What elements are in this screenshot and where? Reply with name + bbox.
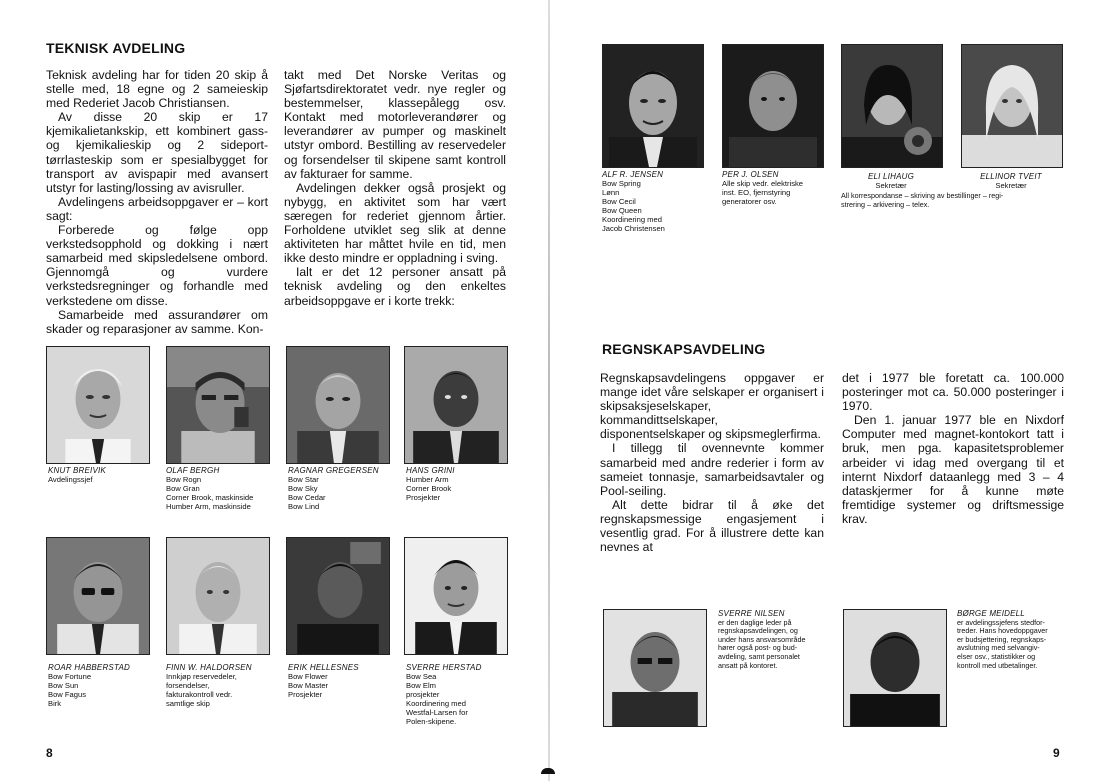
staff-role: Bow Gran [166,484,200,493]
page-fold [548,0,550,781]
portrait-photo [166,537,270,655]
paragraph: Avdelingen dekker også prosjekt og nybygg, en aktivitet som har vært særegen for rederiet gjennom årtier. Forholdene utviklet seg slik at denne aktiviteten har måttet hvile en tid, men ikke desto mindre er oppladning i sving. [284,180,506,266]
portrait-photo [602,44,704,168]
staff-role: Bow Cecil [602,197,636,206]
staff-name: PER J. OLSEN [722,170,779,179]
staff-caption [718,610,830,670]
staff-role: under hans ansvarsområde [718,634,806,644]
portrait-photo [286,346,390,464]
staff-name: SVERRE HERSTAD [406,663,482,672]
staff-role: inst. EO, fjernstyring [722,188,791,197]
staff-name: ALF R. JENSEN [602,170,664,179]
staff-role: Jacob Christensen [602,224,665,233]
staff-caption [961,172,1061,190]
staff-caption [841,172,941,190]
binding-mark [541,768,555,774]
staff-caption [288,663,400,699]
staff-role: Polen-skipene. [406,717,457,726]
paragraph: Regnskapsavdelingens oppgaver er mange idet våre selskaper er organisert i skipsaksjeselskaper, kommandittselskaper, disponentselskaper og skipsmeglerfirma. [600,371,824,442]
staff-role: hører også post- og bud- [718,643,798,653]
note-line: All korrespondanse – skriving av bestillinger – regi- [841,191,1004,200]
staff-name: HANS GRINI [406,466,455,475]
staff-caption [166,663,278,708]
staff-role: Corner Brook, maskinside [166,493,254,502]
staff-caption [288,466,400,511]
staff-role: samtlige skip [166,699,210,708]
staff-name: ERIK HELLESNES [288,663,359,672]
staff-role: Bow Elm [406,681,436,690]
staff-role: Humber Arm [406,475,449,484]
staff-role: Prosjekter [406,493,441,502]
staff-caption [602,170,718,233]
staff-role: Sekretær [875,181,907,190]
staff-role: ansatt på kontoret. [718,660,778,670]
regnskap-heading: REGNSKAPSAVDELING [602,341,766,357]
staff-name: FINN W. HALDORSEN [166,663,252,672]
staff-role: Bow Queen [602,206,642,215]
paragraph: Forberede og følge opp verkstedsopphold og dokking i nært samarbeid med skipsledelsene ombord. Gjennomgå og vurdere verkstedsregninger og forhandle med verkstedene om disse. [46,223,268,308]
staff-role: Prosjekter [288,690,323,699]
paragraph: Av disse 20 skip er 17 kjemikalietankskip, ett kombinert gass- og kjemikalieskip og 2 sideport- tørrlasteskip som er spesialbygget for transport av avispapir med avansert utstyr for lasting/lossing av avisruller. [46,110,268,195]
portrait-photo [843,609,947,727]
staff-role: Corner Brook [406,484,452,493]
portrait-photo [404,537,508,655]
paragraph: I tillegg til ovennevnte kommer samarbeid med andre rederier i form av sameiet tonnasje, samarbeidsavtaler og Pool-seiling. [600,441,824,498]
page-number: 8 [46,746,53,760]
staff-role: er den daglige leder på [718,617,792,627]
paragraph: takt med Det Norske Veritas og Sjøfartsdirektoratet vedr. nye regler og bestemmelser, klassepålegg osv. Kontakt med motorleverandører og leverandører av pumper og maskinelt utstyr ombord. Bestilling av reservedeler og forsendelser til skipene samt kontroll av fakturaer for samme. [284,68,506,181]
staff-role: Bow Cedar [288,493,326,502]
staff-role: Lønn [602,188,620,197]
staff-role: Westfal-Larsen for [406,708,468,717]
staff-role: Bow Rogn [166,475,202,484]
staff-caption [166,466,278,511]
staff-role: Bow Flower [288,672,328,681]
staff-role: Humber Arm, maskinside [166,502,251,511]
staff-role: Bow Sun [48,681,79,690]
staff-role: generatorer osv. [722,197,777,206]
staff-role: Avdelingssjef [48,475,93,484]
staff-role: Sekretær [995,181,1027,190]
teknisk-column-2 [284,68,506,308]
staff-role: er budsjettering, regnskaps- [957,634,1047,644]
portrait-photo [286,537,390,655]
staff-role: prosjekter [406,690,440,699]
paragraph: Samarbeide med assurandører om skader og reparasjoner av samme. Kon- [46,307,268,336]
staff-role: avdeling, samt personalet [718,651,800,661]
page-number: 9 [1053,746,1060,760]
staff-name: KNUT BREIVIK [48,466,106,475]
staff-name: ELLINOR TVEIT [980,172,1042,181]
paragraph: det i 1977 ble foretatt ca. 100.000 posteringer mot ca. 50.000 posteringer i 1970. [842,371,1064,414]
staff-role: forsendelser, [166,681,210,690]
staff-role: Bow Fortune [48,672,92,681]
portrait-photo [961,44,1063,168]
staff-role: regnskapsavdelingen, og [718,626,798,636]
paragraph: Alt dette bidrar til å øke det regnskapsmessige engasjement i vesentlig grad. For å illustrere dette kan nevnes at [600,497,824,555]
staff-role: avslutning med selvangiv- [957,643,1040,653]
portrait-photo [841,44,943,168]
teknisk-heading: TEKNISK AVDELING [46,40,186,56]
staff-caption [48,663,160,708]
staff-caption [406,466,518,502]
staff-role: kontroll med utbetalinger. [957,660,1038,670]
staff-name: SVERRE NILSEN [718,609,785,618]
staff-role: elser osv., statistikker og [957,651,1036,661]
staff-role: Bow Sea [406,672,437,681]
staff-caption [48,466,160,484]
staff-role: fakturakontroll vedr. [166,690,233,699]
staff-caption [406,663,518,726]
teknisk-column-1 [46,68,268,336]
staff-name: OLAF BERGH [166,466,220,475]
note-line: strering – arkivering – telex. [841,200,930,209]
staff-role: Innkjøp reservedeler, [166,672,237,681]
staff-name: RAGNAR GREGERSEN [288,466,379,475]
staff-caption [957,610,1069,670]
staff-role: Bow Fagus [48,690,86,699]
staff-role: Koordinering med [602,215,662,224]
staff-role: Bow Star [288,475,319,484]
staff-role: treder. Hans hovedoppgaver [957,626,1048,636]
staff-caption [722,170,838,206]
portrait-photo [46,346,150,464]
portrait-photo [404,346,508,464]
paragraph: Den 1. januar 1977 ble en Nixdorf Computer med magnet-kontokort tatt i bruk, men pga. kapasitetsproblemer arbeider vi idag med overgang til et internt Nixdorf dataanlegg med 3 – 4 dataskjermer for å kunne møte fremtidige systemer og driftsmessige krav. [842,413,1064,526]
staff-role: Koordinering med [406,699,466,708]
portrait-photo [722,44,824,168]
staff-role: Bow Master [288,681,329,690]
regnskap-column-2 [842,371,1064,526]
portrait-photo [46,537,150,655]
staff-role: Alle skip vedr. elektriske [722,179,804,188]
paragraph: Teknisk avdeling har for tiden 20 skip å stelle med, 18 egne og 2 sameieskip med Rederiet Jacob Christiansen. [46,68,268,111]
staff-name: ELI LIHAUG [867,172,914,181]
staff-name: ROAR HABBERSTAD [48,663,130,672]
staff-role: Bow Sky [288,484,318,493]
portrait-photo [603,609,707,727]
staff-role: er avdelingssjefens stedfor- [957,617,1045,627]
staff-name: BØRGE MEIDELL [957,609,1025,618]
portrait-photo [166,346,270,464]
paragraph: Ialt er det 12 personer ansatt på teknisk avdeling og den enkeltes arbeidsoppgave er i korte trekk: [284,265,506,308]
regnskap-column-1 [600,371,824,554]
staff-role: Birk [48,699,62,708]
staff-role: Bow Spring [602,179,641,188]
paragraph: Avdelingens arbeidsoppgaver er – kort sagt: [46,194,268,223]
secretaries-note [841,191,1063,209]
staff-role: Bow Lind [288,502,320,511]
